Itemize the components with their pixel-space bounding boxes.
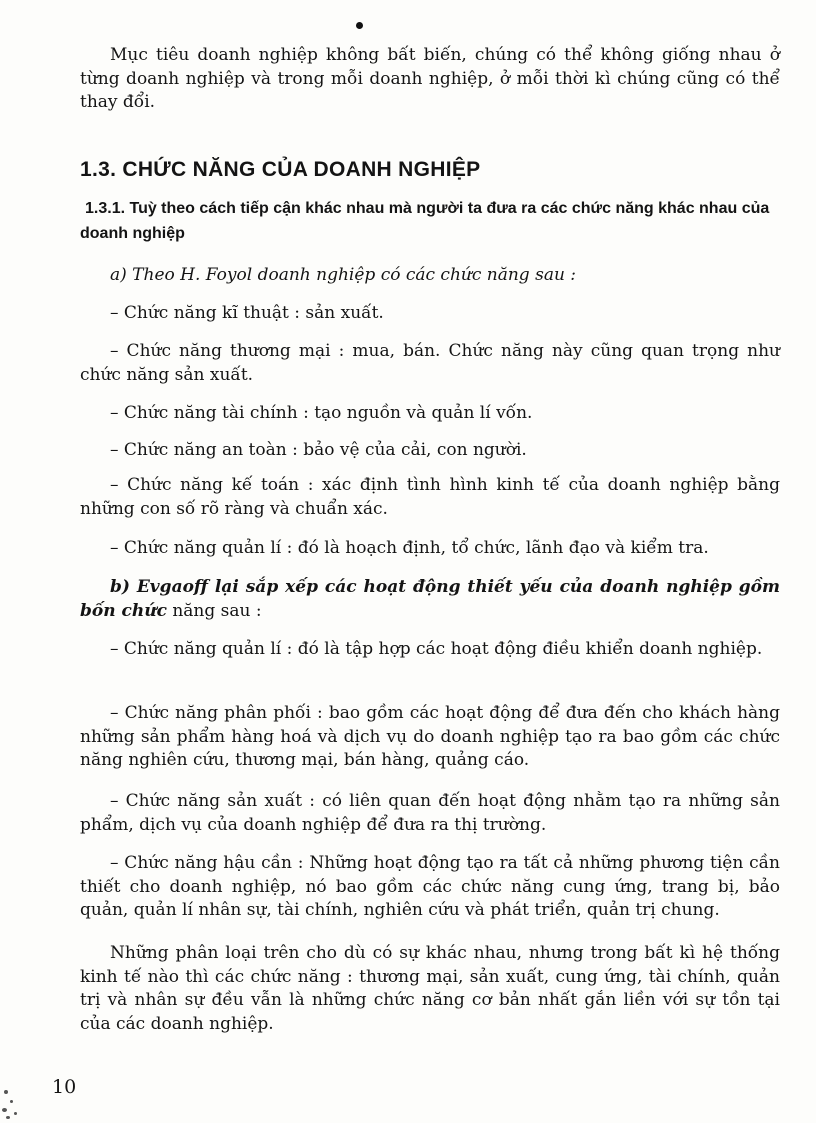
scan-speck bbox=[6, 1116, 10, 1119]
scan-speck bbox=[14, 1112, 17, 1115]
part-b-item: – Chức năng phân phối : bao gồm các hoạt động để đưa đến cho khách hàng những sản phẩm hàng hoá và dịch vụ do doanh nghiệp tạo ra bao gồm các chức năng nghiên cứu, thương mại, bán hàng, quảng cáo. bbox=[80, 703, 780, 770]
scan-speck bbox=[2, 1108, 7, 1112]
part-a-item: – Chức năng kế toán : xác định tình hình kinh tế của doanh nghiệp bằng những con số rõ ràng và chuẩn xác. bbox=[80, 475, 780, 519]
part-b-title-rest: năng sau : bbox=[166, 600, 262, 621]
intro-paragraph: Mục tiêu doanh nghiệp không bất biến, chúng có thể không giống nhau ở từng doanh nghiệp và trong mỗi doanh nghiệp, ở mỗi thời kì chúng cũng có thể thay đổi. bbox=[80, 45, 780, 112]
part-b-item: – Chức năng sản xuất : có liên quan đến hoạt động nhằm tạo ra những sản phẩm, dịch vụ của doanh nghiệp để đưa ra thị trường. bbox=[80, 791, 780, 835]
part-a-item: – Chức năng thương mại : mua, bán. Chức năng này cũng quan trọng như chức năng sản xuất. bbox=[80, 341, 780, 385]
part-a-item: – Chức năng kĩ thuật : sản xuất. bbox=[110, 303, 384, 323]
part-a-item: – Chức năng tài chính : tạo nguồn và quản lí vốn. bbox=[110, 403, 533, 423]
part-a-item: – Chức năng an toàn : bảo vệ của cải, con người. bbox=[110, 440, 527, 460]
section-title: 1.3. CHỨC NĂNG CỦA DOANH NGHIỆP bbox=[80, 158, 481, 181]
scan-speck bbox=[10, 1100, 13, 1103]
conclusion-paragraph: Những phân loại trên cho dù có sự khác nhau, nhưng trong bất kì hệ thống kinh tế nào thì các chức năng : thương mại, sản xuất, cung ứng, tài chính, quản trị và nhân sự đều vẫn là những chức năng cơ bản nhất gắn liền với sự tồn tại của các doanh nghiệp. bbox=[80, 943, 780, 1034]
part-b-title-emphasis: b) Evgaoff lại sắp xếp các hoạt động thiết yếu của doanh nghiệp gồm bốn chức bbox=[80, 577, 780, 621]
part-a-title: a) Theo H. Foyol doanh nghiệp có các chức năng sau : bbox=[110, 265, 577, 285]
top-dot-mark bbox=[356, 22, 363, 29]
part-b-item: – Chức năng quản lí : đó là tập hợp các hoạt động điều khiển doanh nghiệp. bbox=[110, 639, 763, 659]
part-b-title bbox=[80, 576, 780, 623]
subsection-title-text: 1.3.1. Tuỳ theo cách tiếp cận khác nhau mà người ta đưa ra các chức năng khác nhau của doanh nghiệp bbox=[80, 200, 770, 242]
subsection-title bbox=[80, 196, 780, 246]
part-a-item: – Chức năng quản lí : đó là hoạch định, tổ chức, lãnh đạo và kiểm tra. bbox=[110, 538, 709, 558]
scan-speck bbox=[4, 1090, 8, 1094]
part-b-item: – Chức năng hậu cần : Những hoạt động tạo ra tất cả những phương tiện cần thiết cho doanh nghiệp, nó bao gồm các chức năng cung ứng, trang bị, bảo quản, quản lí nhân sự, tài chính, nghiên cứu và phát triển, quản trị chung. bbox=[80, 853, 780, 920]
page-number: 10 bbox=[52, 1076, 77, 1098]
